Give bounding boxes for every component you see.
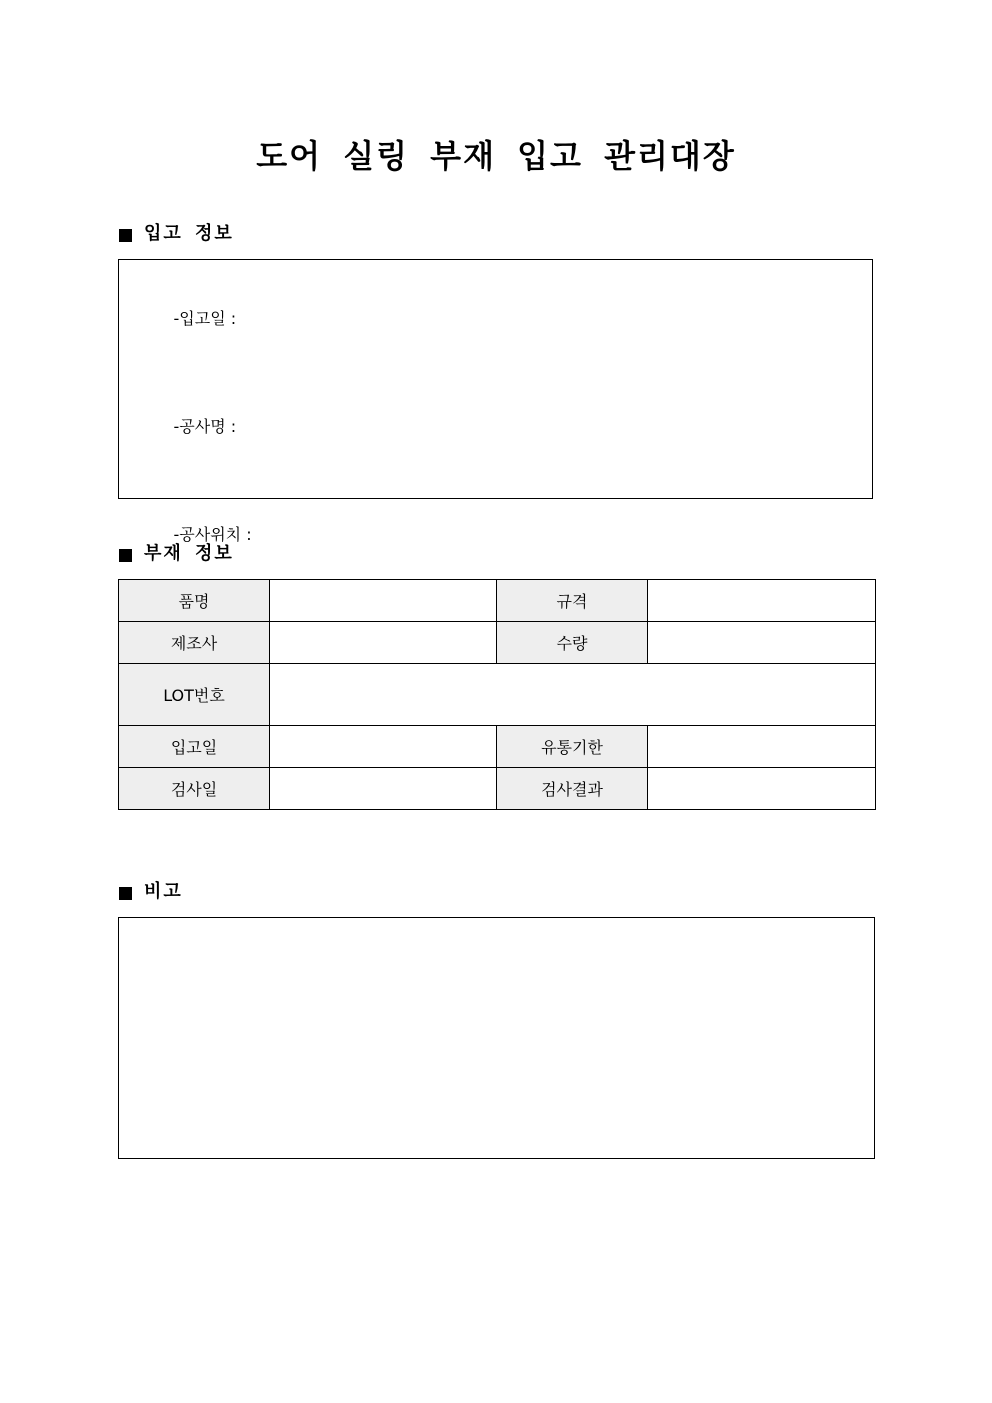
inspection-result-value[interactable] [648,768,876,810]
manufacturer-label: 제조사 [119,622,270,664]
project-location-label: -공사위치 : [173,525,252,544]
section-heading-label: 부재 정보 [144,543,234,564]
receiving-date-value[interactable] [270,726,497,768]
table-row [119,664,876,726]
spec-value[interactable] [648,580,876,622]
table-row [119,622,876,664]
square-bullet-icon [119,549,132,562]
square-bullet-icon [119,229,132,242]
square-bullet-icon [119,887,132,900]
table-row [119,768,876,810]
section-heading-material-info [119,542,234,566]
quantity-value[interactable] [648,622,876,664]
expiry-date-value[interactable] [648,726,876,768]
inspection-date-label: 검사일 [119,768,270,810]
project-name-line[interactable] [143,386,252,494]
receiving-info-box [118,259,873,544]
manufacturer-value[interactable] [270,622,497,664]
table-row [119,580,876,622]
expiry-date-label: 유통기한 [497,726,648,768]
inspection-result-label: 검사결과 [497,768,648,810]
section-heading-label: 입고 정보 [144,223,234,244]
table-row [119,726,876,768]
section-heading-receiving-info [119,222,234,246]
lot-number-value[interactable] [270,664,876,726]
lot-number-label: LOT번호 [119,664,270,726]
item-name-value[interactable] [270,580,497,622]
receiving-date-label: 입고일 [119,726,270,768]
project-name-label: -공사명 : [173,417,237,436]
remarks-box[interactable] [118,917,875,1159]
inspection-date-value[interactable] [270,768,497,810]
section-heading-label: 비고 [144,881,183,902]
receiving-date-label: -입고일 : [173,309,237,328]
page-title: 도어 실링 부재 입고 관리대장 [256,137,736,175]
receiving-date-line[interactable] [143,278,252,386]
item-name-label: 품명 [119,580,270,622]
material-info-table [118,579,876,810]
quantity-label: 수량 [497,622,648,664]
spec-label: 규격 [497,580,648,622]
section-heading-remarks [119,880,183,904]
